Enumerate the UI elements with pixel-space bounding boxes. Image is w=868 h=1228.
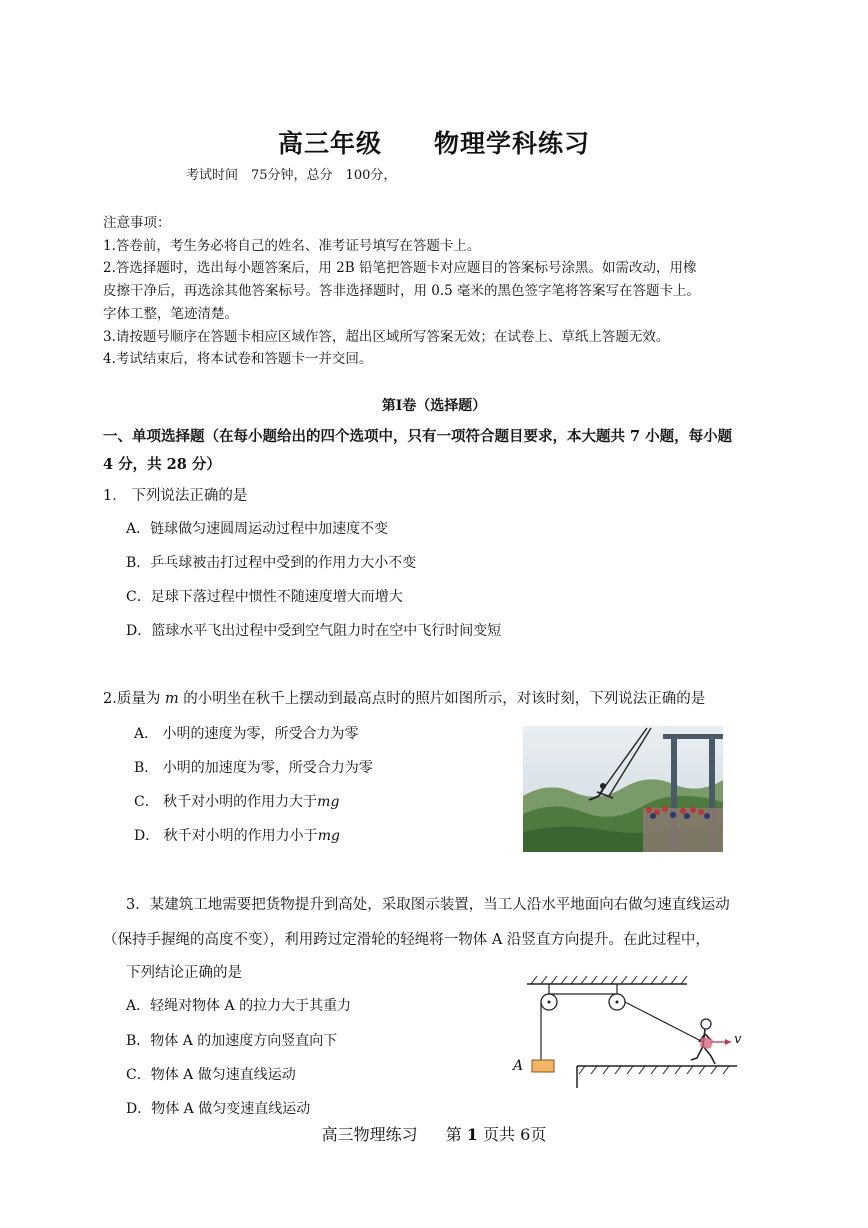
pulley-diagram-svg [505,970,745,1092]
q2-stem [103,687,705,708]
q3-stem-line: （保持手握绳的高度不变），利用跨过定滑轮的轻绳将一物体 A 沿竖直方向提升。在此过程中， [103,932,710,948]
notice-heading: 注意事项： [103,215,171,231]
q1-option-d: D．篮球水平飞出过程中受到空气阻力时在空中飞行时间变短 [126,623,502,639]
q3-option-d: D．物体 A 做匀变速直线运动 [126,1101,311,1117]
notice-line: 4.考试结束后，将本试卷和答题卡一并交回。 [103,351,373,367]
q2-option-a-text: A． 小明的速度为零，所受合力为零 [134,726,359,742]
q2-option-c [134,791,339,811]
q2-option-c-var: mg [317,794,340,810]
footer-total: 6页 [520,1125,547,1144]
q3-option-c: C．物体 A 做匀速直线运动 [126,1067,296,1083]
q1-option-a: A．链球做匀速圆周运动过程中加速度不变 [126,521,389,537]
q3-option-b: B．物体 A 的加速度方向竖直向下 [126,1033,338,1049]
q2-option-b [134,757,373,777]
section-title: 第Ⅰ卷（选择题） [381,398,487,414]
q3-option-a: A．轻绳对物体 A 的拉力大于其重力 [126,998,352,1014]
footer-page-word: 第 [445,1125,462,1144]
q2-option-d-text: D． 秋千对小明的作用力小于 [134,828,318,844]
q2-stem-post: 的小明坐在秋千上摆动到最高点时的照片如图所示，对该时刻，下列说法正确的是 [178,691,706,707]
q3-stem-line: 下列结论正确的是 [126,965,242,981]
notice-line: 1.答卷前，考生务必将自己的姓名、准考证号填写在答题卡上。 [103,238,481,254]
label-v: v [734,1032,742,1047]
notice-line: 2.答选择题时，选出每小题答案后，用 2B 铅笔把答题卡对应题目的答案标号涂黑。如需改动，用橡 [103,260,697,276]
exam-meta: 考试时间 75分钟，总分 100分， [186,168,397,183]
pulley-diagram [505,970,745,1092]
q2-option-a [134,723,359,743]
part1-heading-cont: 4 分，共 28 分） [103,456,221,473]
q2-option-c-text: C． 秋千对小明的作用力大于 [134,794,318,810]
q3-stem-line: 3．某建筑工地需要把货物提升到高处，采取图示装置，当工人沿水平地面向右做匀速直线运动 [126,897,730,913]
title-subject: 物理学科练习 [434,129,591,158]
part1-heading: 一、单项选择题（在每小题给出的四个选项中，只有一项符合题目要求，本大题共 7 小题，每小题 [103,428,733,445]
q2-option-d-var: mg [317,828,340,844]
q2-stem-pre: 2.质量为 [103,691,165,707]
swing-photo [523,726,723,852]
footer-title: 高三物理练习 [321,1125,418,1144]
q2-option-b-text: B． 小明的加速度为零，所受合力为零 [134,760,373,776]
footer-mid: 页共 [483,1125,516,1144]
footer-page-number: 1 [466,1125,478,1144]
q1-stem: 1． 下列说法正确的是 [103,488,248,504]
q2-option-d [134,825,340,845]
page-title [0,124,868,160]
notice-line: 皮擦干净后，再选涂其他答案标号。答非选择题时，用 0.5 毫米的黑色签字笔将答案写在答题卡上。 [103,283,701,299]
q1-option-b: B．乒乓球被击打过程中受到的作用力大小不变 [126,555,417,571]
q2-stem-var: m [164,691,179,707]
notice-line: 字体工整，笔迹清楚。 [103,306,238,322]
label-a: A [513,1058,524,1074]
swing-photo-svg [523,726,723,852]
page-footer [0,1122,868,1145]
title-grade: 高三年级 [277,129,382,158]
notice-line: 3.请按题号顺序在答题卡相应区域作答，超出区域所写答案无效；在试卷上、草纸上答题无效。 [103,329,670,345]
q1-option-c: C．足球下落过程中惯性不随速度增大而增大 [126,589,403,605]
